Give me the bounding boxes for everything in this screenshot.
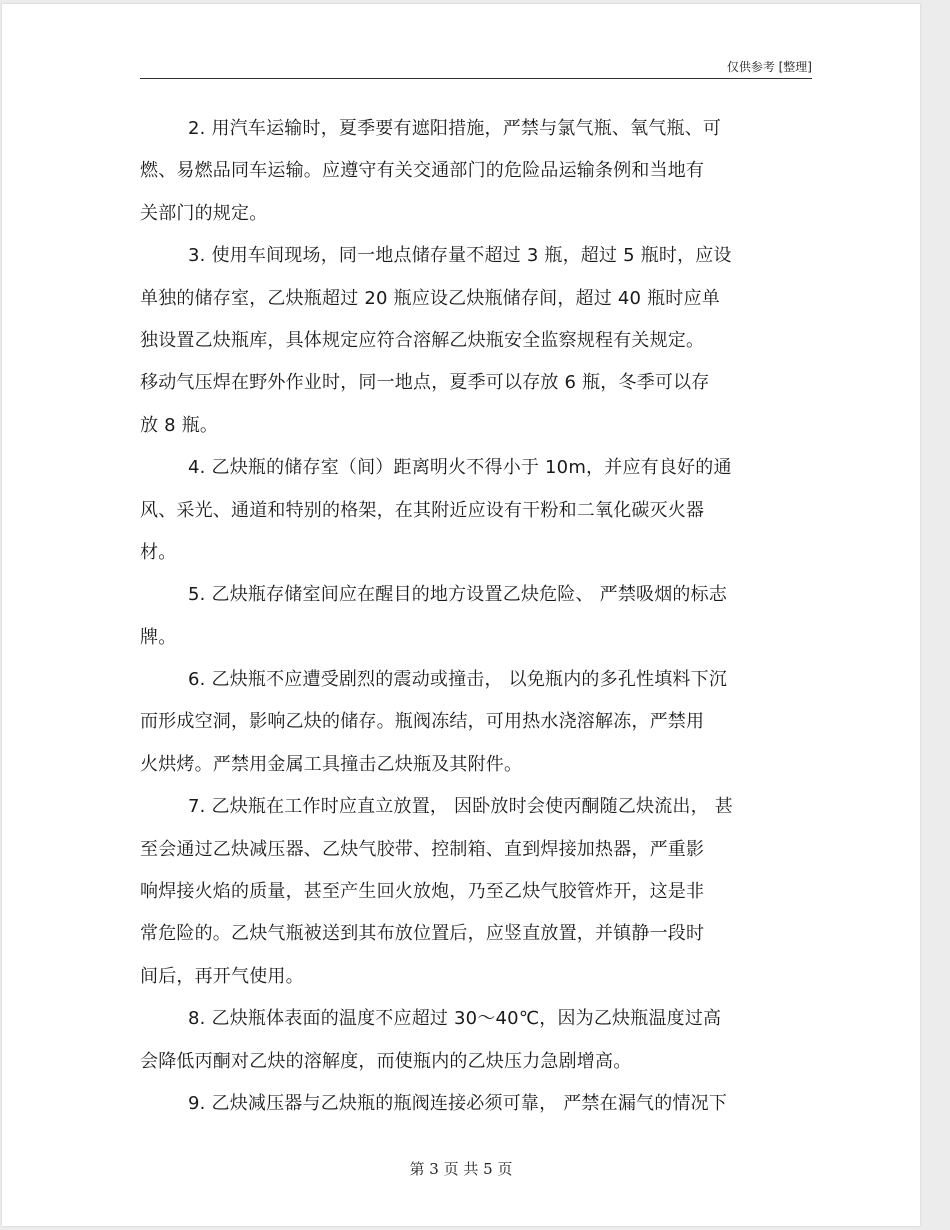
text-line: 5. 乙炔瓶存储室间应在醒目的地方设置乙炔危险、 严禁吸烟的标志 — [188, 584, 728, 606]
text-line: 独设置乙炔瓶库，具体规定应符合溶解乙炔瓶安全监察规程有关规定。 — [140, 329, 705, 351]
text-line: 而形成空洞，影响乙炔的储存。瓶阀冻结，可用热水浇溶解冻，严禁用 — [140, 711, 705, 733]
text-line: 4. 乙炔瓶的储存室（间）距离明火不得小于 10m，并应有良好的通 — [188, 457, 732, 479]
page-header: 仅供参考 [整理] — [726, 60, 812, 74]
body-text — [140, 108, 820, 1125]
page-footer: 第 3 页 共 5 页 — [409, 1160, 513, 1178]
text-line: 移动气压焊在野外作业时，同一地点，夏季可以存放 6 瓶，冬季可以存 — [140, 372, 710, 394]
text-line: 燃、易燃品同车运输。应遵守有关交通部门的危险品运输条例和当地有 — [140, 160, 705, 182]
text-line: 9. 乙炔减压器与乙炔瓶的瓶阀连接必须可靠， 严禁在漏气的情况下 — [188, 1092, 728, 1114]
text-line: 间后，再开气使用。 — [140, 965, 304, 987]
text-line: 8. 乙炔瓶体表面的温度不应超过 30～40℃，因为乙炔瓶温度过高 — [188, 1008, 722, 1030]
text-line: 火烘烤。严禁用金属工具撞击乙炔瓶及其附件。 — [140, 753, 523, 775]
text-line: 响焊接火焰的质量，甚至产生回火放炮，乃至乙炔气胶管炸开，这是非 — [140, 881, 705, 903]
text-line: 单独的储存室，乙炔瓶超过 20 瓶应设乙炔瓶储存间，超过 40 瓶时应单 — [140, 287, 720, 309]
text-line: 6. 乙炔瓶不应遭受剧烈的震动或撞击， 以免瓶内的多孔性填料下沉 — [188, 669, 728, 691]
text-line: 牌。 — [140, 626, 177, 648]
text-line: 3. 使用车间现场，同一地点储存量不超过 3 瓶，超过 5 瓶时，应设 — [188, 245, 732, 267]
text-line: 关部门的规定。 — [140, 202, 268, 224]
document-page — [2, 4, 920, 1226]
text-line: 风、采光、通道和特别的格架，在其附近应设有干粉和二氧化碳灭火器 — [140, 499, 705, 521]
text-line: 材。 — [140, 541, 177, 563]
text-line: 会降低丙酮对乙炔的溶解度，而使瓶内的乙炔压力急剧增高。 — [140, 1050, 632, 1072]
text-line: 放 8 瓶。 — [140, 414, 219, 436]
text-line: 2. 用汽车运输时，夏季要有遮阳措施，严禁与氯气瓶、氧气瓶、可 — [188, 118, 722, 139]
text-line: 至会通过乙炔减压器、乙炔气胶带、控制箱、直到焊接加热器，严重影 — [140, 838, 705, 860]
header-divider — [140, 78, 812, 79]
text-line: 常危险的。乙炔气瓶被送到其布放位置后，应竖直放置，并镇静一段时 — [140, 923, 705, 945]
text-line: 7. 乙炔瓶在工作时应直立放置， 因卧放时会使丙酮随乙炔流出， 甚 — [188, 796, 733, 818]
